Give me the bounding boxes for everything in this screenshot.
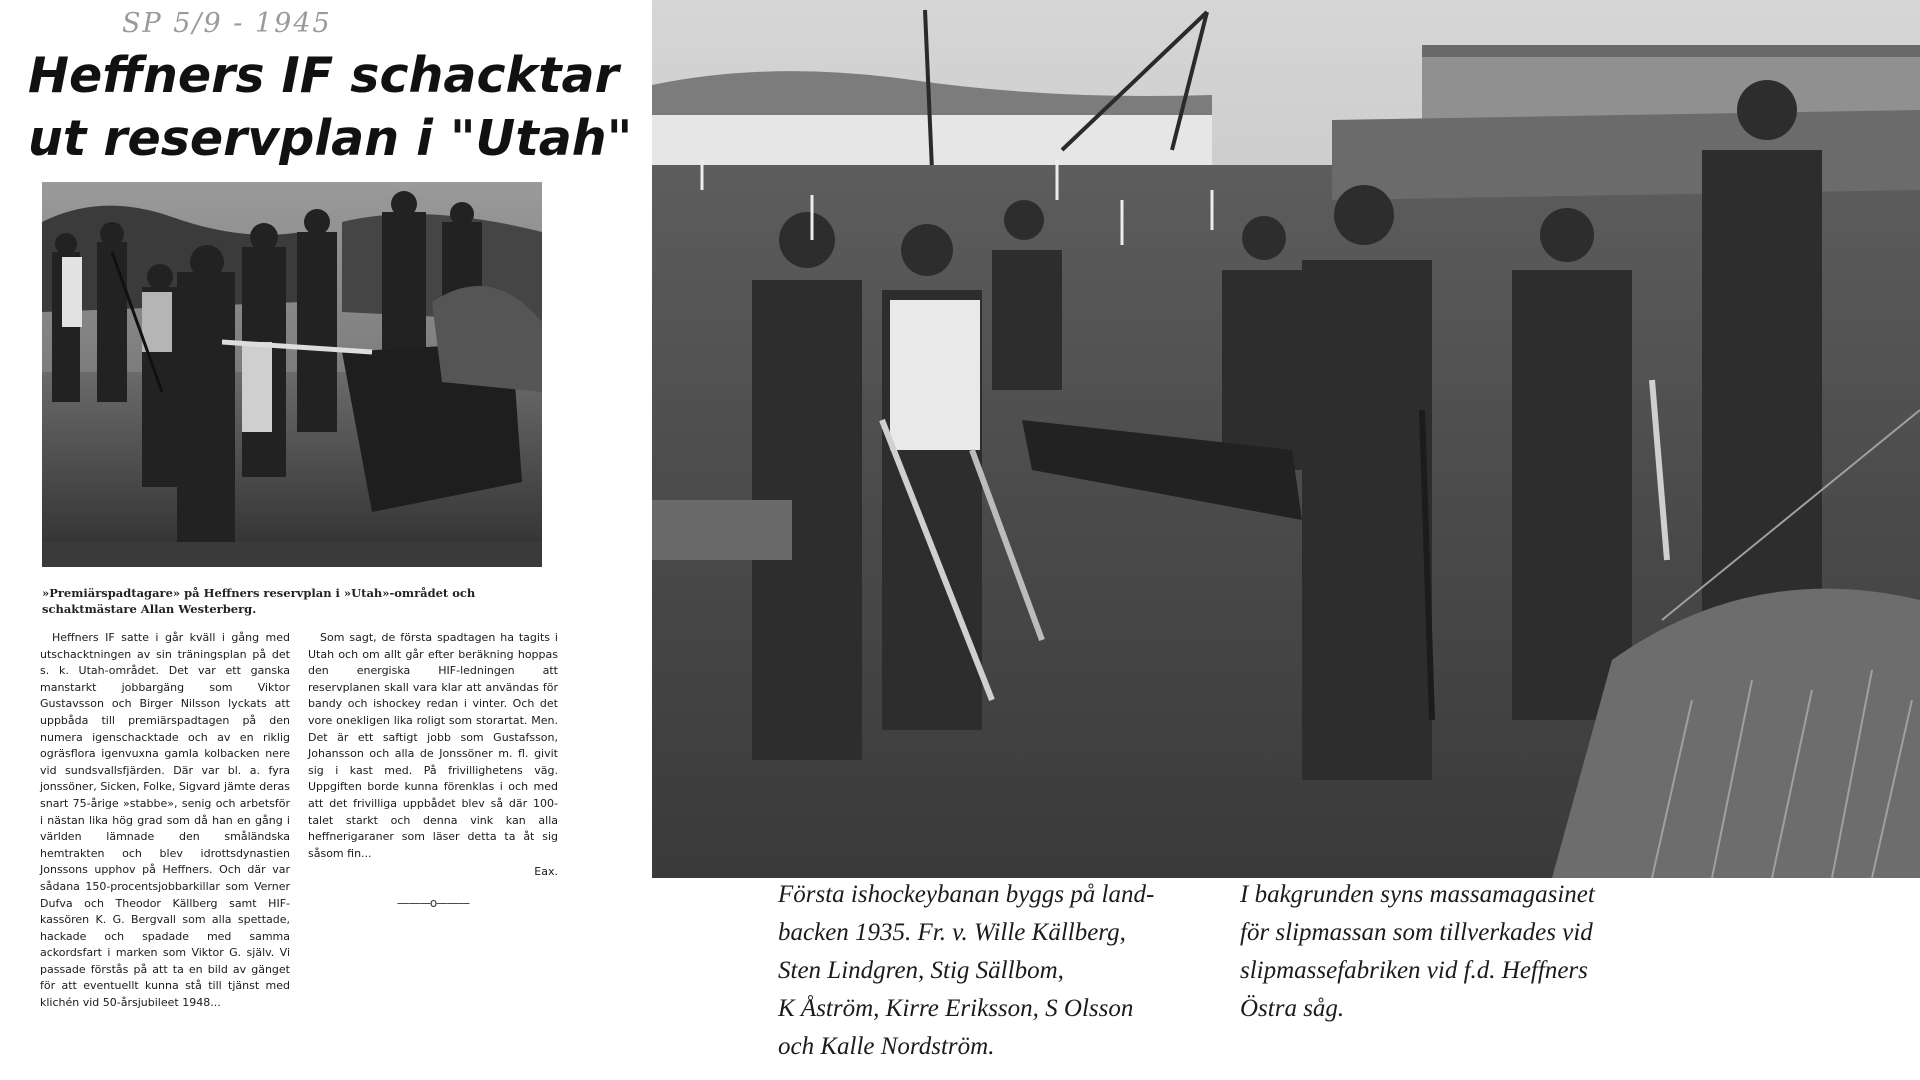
caption-right-line-1: I bakgrunden syns massamagasinet [1240,881,1595,908]
photo-caption-right [1240,876,1595,1028]
newspaper-clipping [0,0,633,1080]
article-paragraph-2: Som sagt, de första spadtagen ha tagits i Utah och om allt går efter beräkning hoppas den energiska HIF-ledningen att reservplanen skall vara klar att användas för bandy och ishockey redan i vinter. Och det vore onekligen lika roligt som storartat. Men. Det är ett saftigt jobb som Gustafsson, Johansson och alla de Jonssöner m. fl. givit sig i kast med. På frivillighetens väg. Uppgiften borde kunna förenklas i och med att det frivilliga uppbådet blev så där 100-talet starkt och denna vink kan alla heffnerigaraner som läser detta ta åt sig såsom fin... [308,631,558,860]
clipping-photo-image [42,182,542,567]
caption-right-line-2: för slipmassan som tillverkades vid [1240,919,1593,946]
historical-photo [652,0,1920,878]
clipping-photo-caption: »Premiärspadtagare» på Heffners reservplan i »Utah»-området och schaktmästare Allan Westerberg. [42,586,476,616]
caption-left-line-2: backen 1935. Fr. v. Wille Källberg, [778,919,1126,946]
photo-caption-left [778,876,1154,1066]
article-signature: Eax. [534,865,558,879]
headline-line-2: ut reservplan i "Utah" [28,110,633,167]
article-paragraph-1: Heffners IF satte i går kväll i gång med utschacktningen av sin träningsplan på det s. k. Utah-området. Det var ett ganska manstarkt jobbargäng som Viktor Gustavsson och Birger Nilsson lyckats att uppbåda till premiärspadtagen på den numera igenschacktade och av en riklig ogräsflora igenvuxna gamla kolbacken nere vid sundsvallsfjärden. Där var bl. a. fyra jonssöner, Sicken, Folke, Sigvard jämte deras snart 75-årige »stabbe», senig och arbetsför i nästan lika hög grad som då han en gång i världen lämnade den småländska hemtrakten och blev idrottsdynastien Jonssons upphov på Heffners. Och där var sådana 150-procentsjobbarkillar som Verner Dufva och Theodor Källberg samt HIF-kassören K. G. Bergvall som alla spettade, hackade och spadade med samma ackordsfart i marken som Viktor G. själv. Vi passade förstås på att ta en bild av gänget för att eventuellt kunna stå till tjänst med klichén vid 50-årsjubileet 1948... [40,631,290,1010]
article-body [40,630,560,1012]
caption-left-line-3: Sten Lindgren, Stig Sällbom, [778,957,1064,984]
handwritten-date-note: SP 5/9 - 1945 [122,8,332,39]
caption-left-line-1: Första ishockeybanan byggs på land- [778,881,1155,908]
clipping-photo [42,182,542,567]
caption-left-line-4: K Åström, Kirre Eriksson, S Olsson [778,995,1134,1022]
article-column-2 [308,630,558,1012]
headline [28,44,633,170]
headline-line-1: Heffners IF schacktar [28,47,619,104]
caption-right-line-4: Östra såg. [1240,995,1345,1022]
caption-right-line-3: slipmassefabriken vid f.d. Heffners [1240,957,1588,984]
article-end-ornament: ———o——— [396,895,470,910]
article-column-1 [40,630,290,1012]
caption-left-line-5: och Kalle Nordström. [778,1033,995,1060]
historical-photo-image [652,0,1920,878]
